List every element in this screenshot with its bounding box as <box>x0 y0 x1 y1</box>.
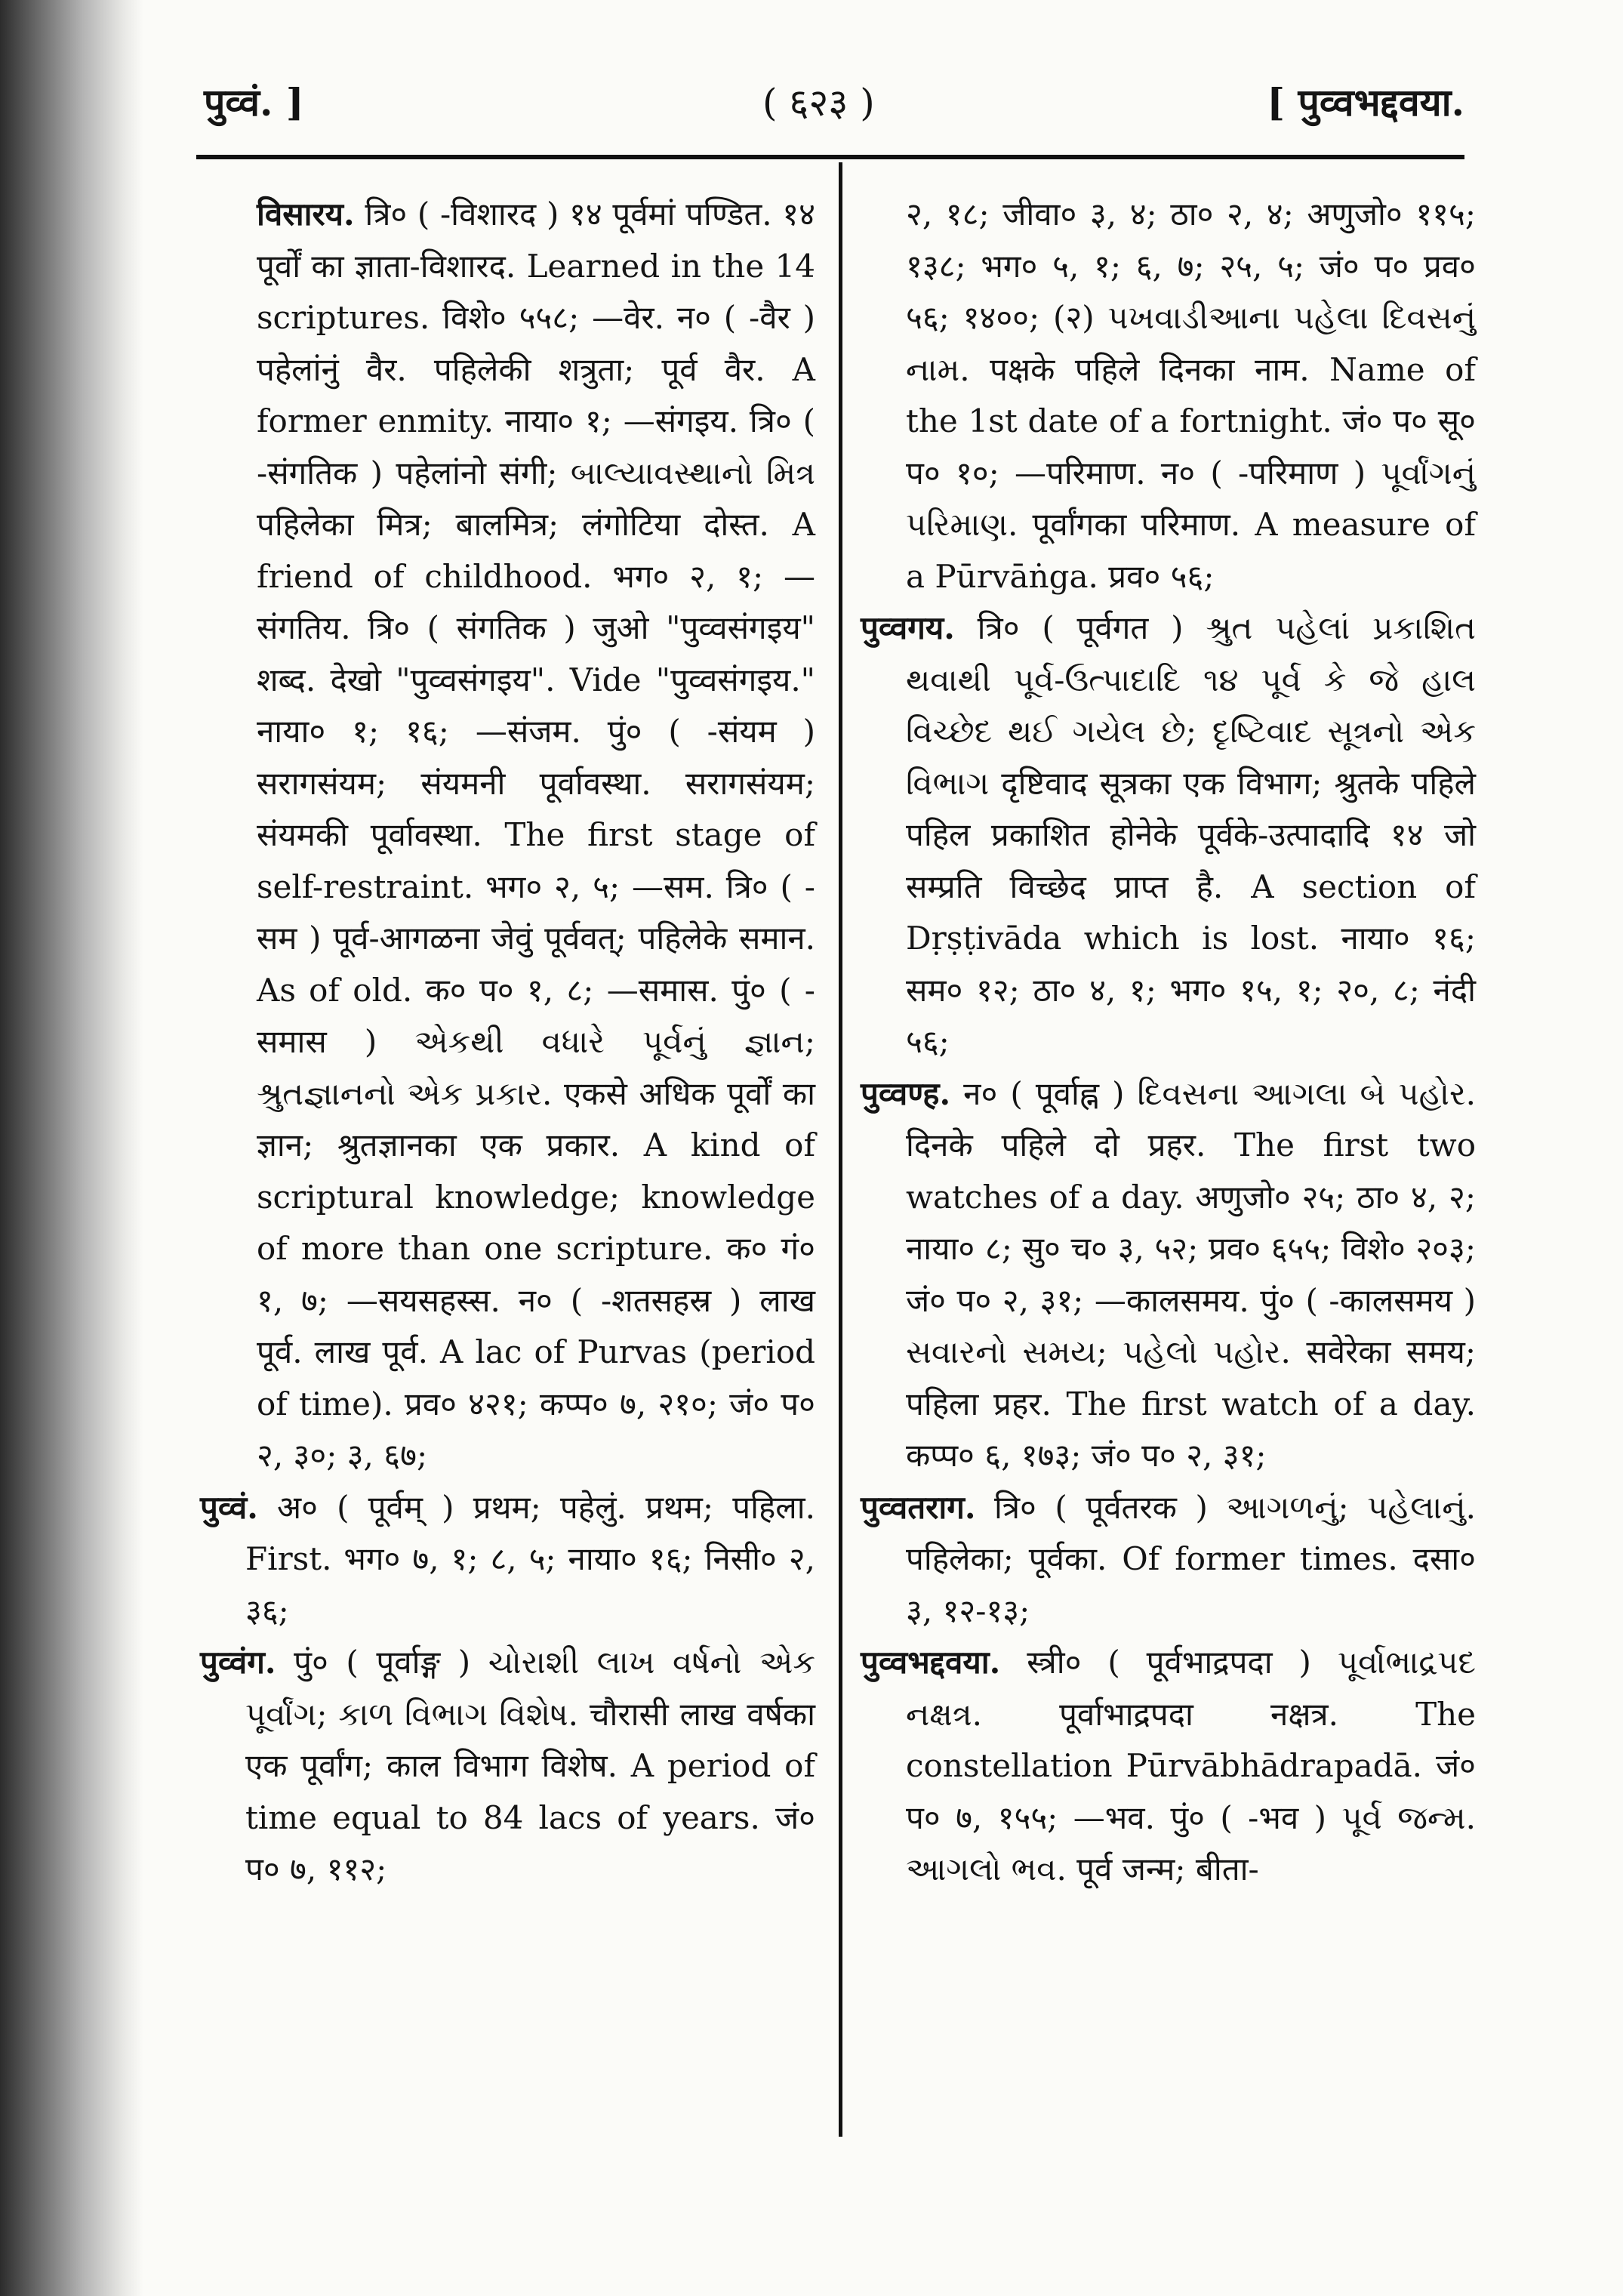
header-rule <box>196 155 1464 159</box>
entry-headword: पुव्वभद्दवया. <box>861 1644 1001 1681</box>
running-head-left: पुव्वं. ] <box>204 80 304 125</box>
entry-headword: विसारय. <box>257 196 355 233</box>
running-head-right: [ पुव्वभद्दवया. <box>1267 80 1464 125</box>
entry-body: अ० ( पूर्वम् ) प्रथम; पहेलुं. प्रथम; पहिला. First. भग० ७, १; ८, ५; नाया० १६; निसी० २, ३६; <box>245 1488 815 1629</box>
column-divider <box>839 162 842 2137</box>
entry-headword: पुव्वं. <box>200 1488 258 1526</box>
entry-body: पुं० ( पूर्वाङ्ग ) ચોરાશી લાખ વર્ષનો એક પૂર્વાંગ; કાળ વિભાગ વિશેષ. चौरासी लाख वर्षका एक पूर्वांग; काल विभाग विशेष. A period of time equal to 84 lacs of years. जं० प० ७, ११२; <box>245 1644 815 1888</box>
entry-body: २, १८; जीवा० ३, ४; ठा० २, ४; अणुजो० ११५; १३८; भग० ५, १; ६, ७; २५, ५; जं० प० प्रव० ५६; १४००; (२) પખવાડીઆના પહેલા દિવસનું નામ. पक्षके पहिले दिनका नाम. Name of the 1st date of a fortnight. जं० प० सू० प० १०; —परिमाण. न० ( -परिमाण ) પૂર્વાંગનું પરિમાણ. पूर्वांगका परिमाण. A measure of a Pūrvāṅga. प्रव० ५६; <box>906 196 1476 595</box>
left-column <box>200 189 815 1896</box>
dictionary-entry <box>200 189 815 1482</box>
dictionary-entry <box>200 1637 815 1896</box>
entry-body: त्रि० ( पूर्वतरक ) આગળનું; પહેલાનું. पहिलेका; पूर्वका. Of former times. दसा० ३, १२-१३; <box>906 1488 1476 1629</box>
dictionary-entry <box>861 189 1476 603</box>
dictionary-entry <box>200 1482 815 1638</box>
entry-headword: पुव्वण्ह. <box>861 1074 951 1112</box>
entry-headword: पुव्वगय. <box>861 609 955 646</box>
entry-body: त्रि० ( पूर्वगत ) શ્રુત પહેલાં પ્રકાશિત થવાથી પૂર્વ-ઉત્પાદાદિ ૧૪ પૂર્વ કે જે હાલ વિચ્છેદ થઈ ગયેલ છે; દૃષ્ટિવાદ સૂત્રનો એક વિભાગ दृष्टिवाद सूत्रका एक विभाग; श्रुतके पहिले पहिल प्रकाशित होनेके पूर्वके-उत्पादादि १४ जो सम्प्रति विच्छेद प्राप्त है. A section of Dṛṣṭivāda which is lost. नाया० १६; सम० १२; ठा० ४, १; भग० १५, १; २०, ८; नंदी ५६; <box>906 609 1476 1060</box>
entry-headword: पुव्वंग. <box>200 1644 276 1681</box>
dictionary-entry <box>861 1068 1476 1482</box>
entry-body: न० ( पूर्वाह्न ) દિવસના આગલા બે પહોર. दिनके पहिले दो प्रहर. The first two watches of a day. अणुजो० २५; ठा० ४, २; नाया० ८; सु० च० ३, ५२; प्रव० ६५५; विशे० २०३; जं० प० २, ३१; —कालसमय. पुं० ( -कालसमय ) સવારનો સમય; પહેલો પહોર. सवेरेका समय; पहिला प्रहर. The first watch of a day. कप्प० ६, १७३; जं० प० २, ३१; <box>906 1074 1477 1474</box>
entry-body: स्त्री० ( पूर्वभाद्रपदा ) પૂર્વાભાદ્રપદ નક્ષત્ર. पूर्वाभाद्रपदा नक्षत्र. The constellation Pūrvābhādrapadā. जं० प० ७, १५५; —भव. पुं० ( -भव ) પૂર્વ જન્મ. આગલો ભવ. पूर्व जन्म; बीता- <box>906 1644 1476 1888</box>
dictionary-entry <box>861 1637 1476 1896</box>
page-number: ( ६२३ ) <box>762 81 875 125</box>
running-head <box>204 60 1464 136</box>
entry-headword: पुव्वतराग. <box>861 1488 976 1526</box>
entry-body: त्रि० ( -विशारद ) १४ पूर्वमां पण्डित. १४ पूर्वों का ज्ञाता-विशारद. Learned in the 14 scriptures. विशे० ५५८; —वेर. न० ( -वैर ) पहेलांनुं वैर. पहिलेकी शत्रुता; पूर्व वैर. A former enmity. नाया० १; —संगइय. त्रि० ( -संगतिक ) पहेलांनो संगी; બાલ્યાવસ્થાનો મિત્ર पहिलेका मित्र; बालमित्र; लंगोटिया दोस्त. A friend of childhood. भग० २, १; —संगतिय. त्रि० ( संगतिक ) जुओ "पुव्वसंगइय" शब्द. देखो "पुव्वसंगइय". Vide "पुव्वसंगइय." नाया० १; १६; —संजम. पुं० ( -संयम ) सरागसंयम; संयमनी पूर्वावस्था. सरागसंयम; संयमकी पूर्वावस्था. The first stage of self-restraint. भग० २, ५; —सम. त्रि० ( -सम ) पूर्व-आगळना जेवुं पूर्ववत्; पहिलेके समान. As of old. क० प० १, ८; —समास. पुं० ( -समास ) એકથી વધારે પૂર્વનું જ્ઞાન; શ્રુતજ્ઞાનનો એક પ્રકાર. एकसे अधिक पूर्वों का ज्ञान; श्रुतज्ञानका एक प्रकार. A kind of scriptural knowledge; knowledge of more than one scripture. क० गं० १, ७; —सयसहस्स. न० ( -शतसहस्र ) लाख पूर्व. लाख पूर्व. A lac of Purvas (period of time). प्रव० ४२१; कप्प० ७, २१०; जं० प० २, ३०; ३, ६७; <box>257 196 815 1474</box>
right-column <box>861 189 1476 1896</box>
scan-shadow-edge <box>0 0 143 2296</box>
dictionary-entry <box>861 603 1476 1068</box>
dictionary-entry <box>861 1482 1476 1638</box>
